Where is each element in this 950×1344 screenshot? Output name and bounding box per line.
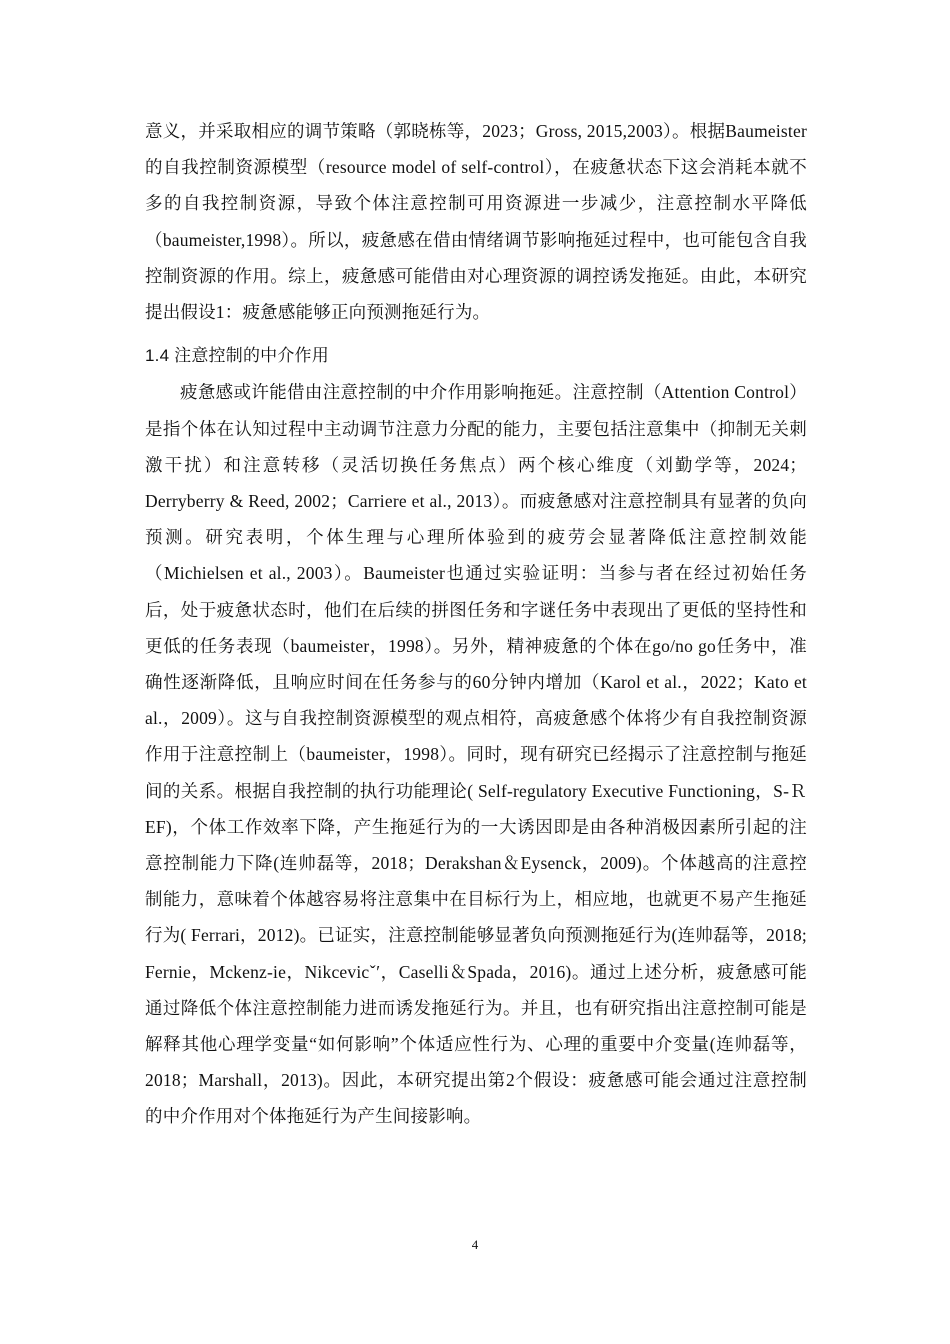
paragraph-continued: 意义，并采取相应的调节策略（郭晓栋等，2023；Gross, 2015,2003）。根据Baumeister的自我控制资源模型（resource model of self-control），在疲惫状态下这会消耗本就不多的自我控制资源，导致个体注意控制可用资源进一步减少，注意控制水平降低（baumeister,1998）。所以，疲惫感在借由情绪调节影响拖延过程中，也可能包含自我控制资源的作用。综上，疲惫感可能借由对心理资源的调控诱发拖延。由此，本研究提出假设1：疲惫感能够正向预测拖延行为。 (145, 121, 807, 323)
body-text (145, 113, 807, 1135)
page-number: 4 (471, 1237, 479, 1252)
section-heading: 1.4 注意控制的中介作用 (145, 346, 329, 366)
paragraph-attention-control: 疲惫感或许能借由注意控制的中介作用影响拖延。注意控制（Attention Control）是指个体在认知过程中主动调节注意力分配的能力，主要包括注意集中（抑制无关刺激干扰）和注意转移（灵活切换任务焦点）两个核心维度（刘勤学等，2024；Derryberry & Reed, 2002；Carriere et al., 2013）。而疲惫感对注意控制具有显著的负向预测。研究表明，个体生理与心理所体验到的疲劳会显著降低注意控制效能（Michielsen et al., 2003）。Baumeister也通过实验证明：当参与者在经过初始任务后，处于疲惫状态时，他们在后续的拼图任务和字谜任务中表现出了更低的坚持性和更低的任务表现（baumeister，1998）。另外，精神疲惫的个体在go/no go任务中，准确性逐渐降低，且响应时间在任务参与的60分钟内增加（Karol et al.，2022；Kato et al.，2009）。这与自我控制资源模型的观点相符，高疲惫感个体将少有自我控制资源作用于注意控制上（baumeister，1998）。同时，现有研究已经揭示了注意控制与拖延间的关系。根据自我控制的执行功能理论( Self-regulatory Executive Functioning，S-ＲEF)，个体工作效率下降，产生拖延行为的一大诱因即是由各种消极因素所引起的注意控制能力下降(连帅磊等，2018；Derakshan＆Eysenck，2009)。个体越高的注意控制能力，意味着个体越容易将注意集中在目标行为上，相应地，也就更不易产生拖延行为( Ferrari，2012)。已证实，注意控制能够显著负向预测拖延行为(连帅磊等，2018; Fernie，Mckenz-ie，Nikcevicˇ′，Caselli＆Spada，2016)。通过上述分析，疲惫感可能通过降低个体注意控制能力进而诱发拖延行为。并且，也有研究指出注意控制可能是解释其他心理学变量“如何影响”个体适应性行为、心理的重要中介变量(连帅磊等，2018；Marshall，2013)。因此，本研究提出第2个假设：疲惫感可能会通过注意控制的中介作用对个体拖延行为产生间接影响。 (145, 382, 807, 1127)
